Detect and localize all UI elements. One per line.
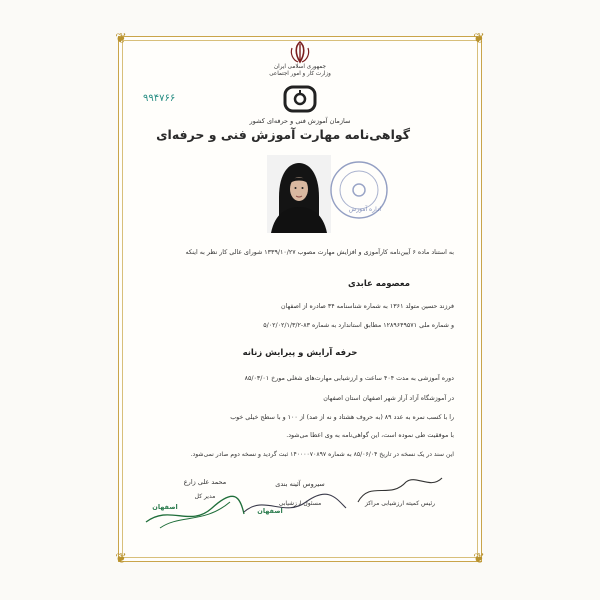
- course-line: دوره آموزشی به مدت ۴۰۴ ساعت و ارزشیابی مهارت‌های شغلی مورخ ۸۵/۰۳/۰۱: [244, 375, 454, 382]
- father-line: فرزند حسین متولد ۱۳۶۱ به شماره شناسنامه ۳۴ صادره از اصفهان: [280, 303, 454, 310]
- certificate-title: گواهی‌نامه مهارت آموزش فنی و حرفه‌ای: [156, 127, 410, 142]
- organization-name: سازمان آموزش فنی و حرفه‌ای کشور: [249, 117, 351, 125]
- national-emblem-icon: [287, 40, 313, 64]
- middle-signature: [240, 488, 350, 524]
- corner-ornament-icon: ❦: [473, 31, 485, 47]
- corner-ornament-icon: ❦: [115, 31, 127, 47]
- stamp-text: اداره آموزش: [348, 206, 382, 213]
- intro-line: به استناد ماده ۶ آیین‌نامه کارآموزی و افزایش مهارت مصوب ۱۳۳۹/۱۰/۲۷ شورای عالی کار نظر به اینکه: [185, 249, 454, 256]
- issue-line: این سند در یک نسخه در تاریخ ۸۵/۰۶/۰۴ به شماره ۱۴۰۰۰۰۷۰۸۹۷ ثبت گردید و نسخه دوم صادر نمی‌شود.: [190, 451, 454, 458]
- government-line-1: جمهوری اسلامی ایران: [274, 64, 326, 70]
- serial-number: ۹۹۴۷۶۶: [143, 93, 176, 104]
- success-line: با موفقیت طی نموده است، این گواهی‌نامه به وی اعطا می‌شود.: [286, 432, 454, 439]
- trade-title: حرفه آرایش و پیرایش زنانه: [242, 348, 358, 358]
- middle-signer-name: سیروس آئینه بندی: [275, 480, 325, 488]
- middle-signer-title: مسئول ارزشیابی: [278, 500, 322, 507]
- right-signature: [350, 470, 450, 510]
- score-line: را با کسب نمره به عدد ۸۹ (به حروف هشتاد و نه از صد) از ۱۰۰ و با سطح خیلی خوب: [230, 414, 454, 421]
- left-signer-name: محمد علی زارع: [183, 478, 227, 486]
- middle-signer-city: اصفهان: [257, 507, 283, 515]
- left-signer-city: اصفهان: [152, 503, 178, 511]
- national-id-line: و شماره ملی ۱۲۸۹۶۴۹۵۷۱ مطابق استاندارد به شماره ۸۳-۵/۰۲/۰۲/۱/۳/۲: [263, 322, 454, 329]
- right-signer-title: رئیس کمیته ارزشیابی مراکز: [364, 500, 436, 507]
- government-line-2: وزارت کار و امور اجتماعی: [269, 71, 331, 77]
- corner-ornament-icon: ❦: [115, 551, 127, 567]
- left-signature: [140, 484, 250, 534]
- holder-name: معصومه عابدی: [347, 279, 410, 289]
- training-center-line: در آموزشگاه آزاد آراز شهر اصفهان استان اصفهان: [323, 395, 454, 402]
- left-signer-title: مدیر کل: [194, 493, 216, 500]
- organization-logo-icon: [282, 84, 318, 114]
- corner-ornament-icon: ❦: [473, 551, 485, 567]
- holder-photo: [267, 155, 331, 233]
